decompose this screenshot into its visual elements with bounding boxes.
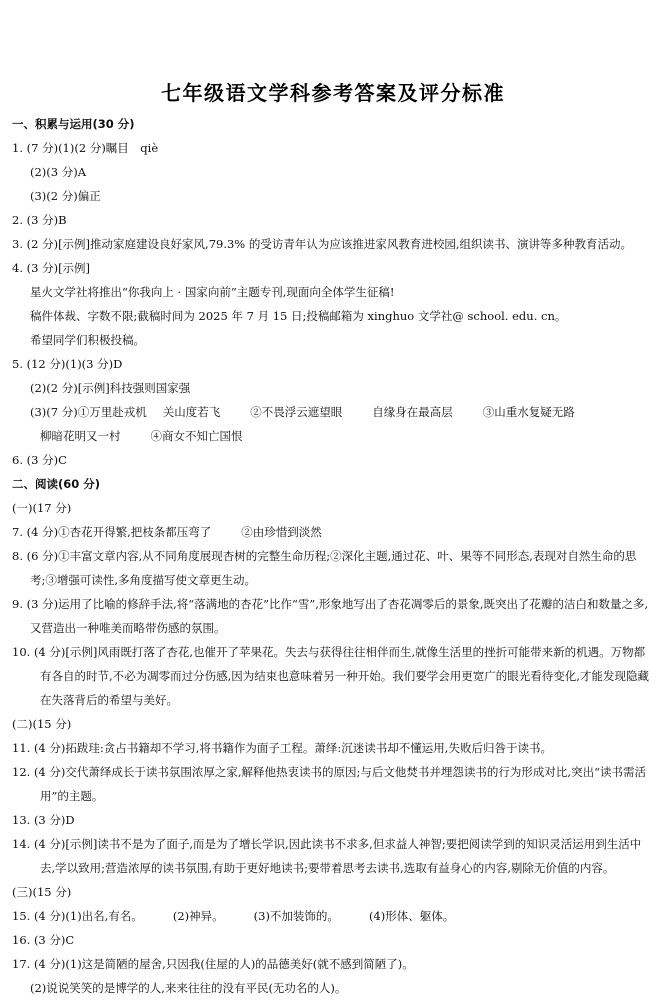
- poem-line-5: ③山重水复疑无路: [482, 405, 575, 419]
- answer-q7: 7. (4 分)①杏花开得繁,把枝条都压弯了 ②由珍惜到淡然: [12, 525, 322, 539]
- answer-q12: 12. (4 分)交代萧绎成长于读书氛围浓厚之家,解释他热衷读书的原因;与后文他焚书并埋怨读书的行为形成对比,突出“读书需活用”的主题。: [12, 765, 646, 803]
- answer-q9: 9. (3 分)运用了比喻的修辞手法,将“落满地的杏花”比作“雪”,形象地写出了杏花凋零后的景象,既突出了花瓣的洁白和数量之多,又营造出一种唯美而略带伤感的氛围。: [12, 597, 649, 635]
- answer-q1-part1: 1. (7 分)(1)(2 分)瞩目 qiè: [12, 141, 159, 155]
- answer-q11: 11. (4 分)拓跋珪:贪占书籍却不学习,将书籍作为面子工程。萧绎:沉迷读书却不懂运用,失败后归咎于读书。: [12, 741, 552, 755]
- answer-q5-part3-cont: [12, 424, 654, 448]
- poem-line-6: 柳暗花明又一村: [40, 429, 121, 443]
- answer-q3: 3. (2 分)[示例]推动家庭建设良好家风,79.3% 的受访青年认为应该推进家风教育进校园,组织读书、演讲等多种教育活动。: [12, 237, 633, 251]
- answer-q2: 2. (3 分)B: [12, 213, 67, 227]
- section-heading-accumulation: 一、积累与运用(30 分): [12, 117, 135, 131]
- answer-q4-line1: 星火文学社将推出“你我向上 · 国家向前”主题专刊,现面向全体学生征稿!: [30, 285, 395, 299]
- poem-line-4: 自缘身在最高层: [372, 405, 453, 419]
- subsection-heading-1: (一)(17 分): [12, 501, 72, 515]
- poem-line-7: ④商女不知亡国恨: [150, 429, 243, 443]
- answer-q16: 16. (3 分)C: [12, 933, 75, 947]
- page-title: 七年级语文学科参考答案及评分标准: [161, 81, 505, 105]
- answer-q14: 14. (4 分)[示例]读书不是为了面子,而是为了增长学识,因此读书不求多,但求益人神智;要把阅读学到的知识灵活运用到生活中去,学以致用;营造浓厚的读书氛围,有助于更好地读书;要带着思考去读书,选取有益身心的内容,剔除无价值的内容。: [12, 837, 642, 875]
- answer-q1-part3: (3)(2 分)偏正: [30, 189, 101, 203]
- answer-q13: 13. (3 分)D: [12, 813, 75, 827]
- subsection-heading-3: (三)(15 分): [12, 885, 72, 899]
- answer-q17-part1: 17. (4 分)(1)这是简陋的屋舍,只因我(住屋的人)的品德美好(就不感到简陋了)。: [12, 957, 414, 971]
- answer-q5-part3: [12, 400, 654, 424]
- answer-q17-part2: (2)说说笑笑的是博学的人,来来往往的没有平民(无功名的人)。: [30, 981, 347, 995]
- answer-q15: 15. (4 分)(1)出名,有名。 (2)神异。 (3)不加装饰的。 (4)形体、躯体。: [12, 909, 455, 923]
- subsection-heading-2: (二)(15 分): [12, 717, 72, 731]
- answer-q4-line3: 希望同学们积极投稿。: [30, 333, 145, 347]
- answer-q8: 8. (6 分)①丰富文章内容,从不同角度展现杏树的完整生命历程;②深化主题,通过花、叶、果等不同形态,表现对自然生命的思考;③增强可读性,多角度描写使文章更生动。: [12, 549, 637, 587]
- answer-q6: 6. (3 分)C: [12, 453, 67, 467]
- answer-q5-part1: 5. (12 分)(1)(3 分)D: [12, 357, 123, 371]
- answer-q4-header: 4. (3 分)[示例]: [12, 261, 91, 275]
- answer-q5-part2: (2)(2 分)[示例]科技强则国家强: [30, 381, 191, 395]
- answer-q10: 10. (4 分)[示例]风雨既打落了杏花,也催开了苹果花。失去与获得往往相伴而生,就像生活里的挫折可能带来新的机遇。万物都有各自的时节,不必为凋零而过分伤感,因为结束也意味着另一种开始。我们要学会用更宽广的眼光看待变化,才能发现隐藏在失落背后的希望与美好。: [12, 645, 649, 707]
- answer-q1-part2: (2)(3 分)A: [30, 165, 87, 179]
- poem-line-3: ②不畏浮云遮望眼: [250, 405, 343, 419]
- section-heading-reading: 二、阅读(60 分): [12, 477, 101, 491]
- poem-line-1: (3)(7 分)①万里赴戎机: [30, 405, 147, 419]
- answer-q4-line2: 稿件体裁、字数不限;截稿时间为 2025 年 7 月 15 日;投稿邮箱为 xinghuo 文学社@ school. edu. cn。: [30, 309, 567, 323]
- poem-line-2: 关山度若飞: [162, 405, 221, 419]
